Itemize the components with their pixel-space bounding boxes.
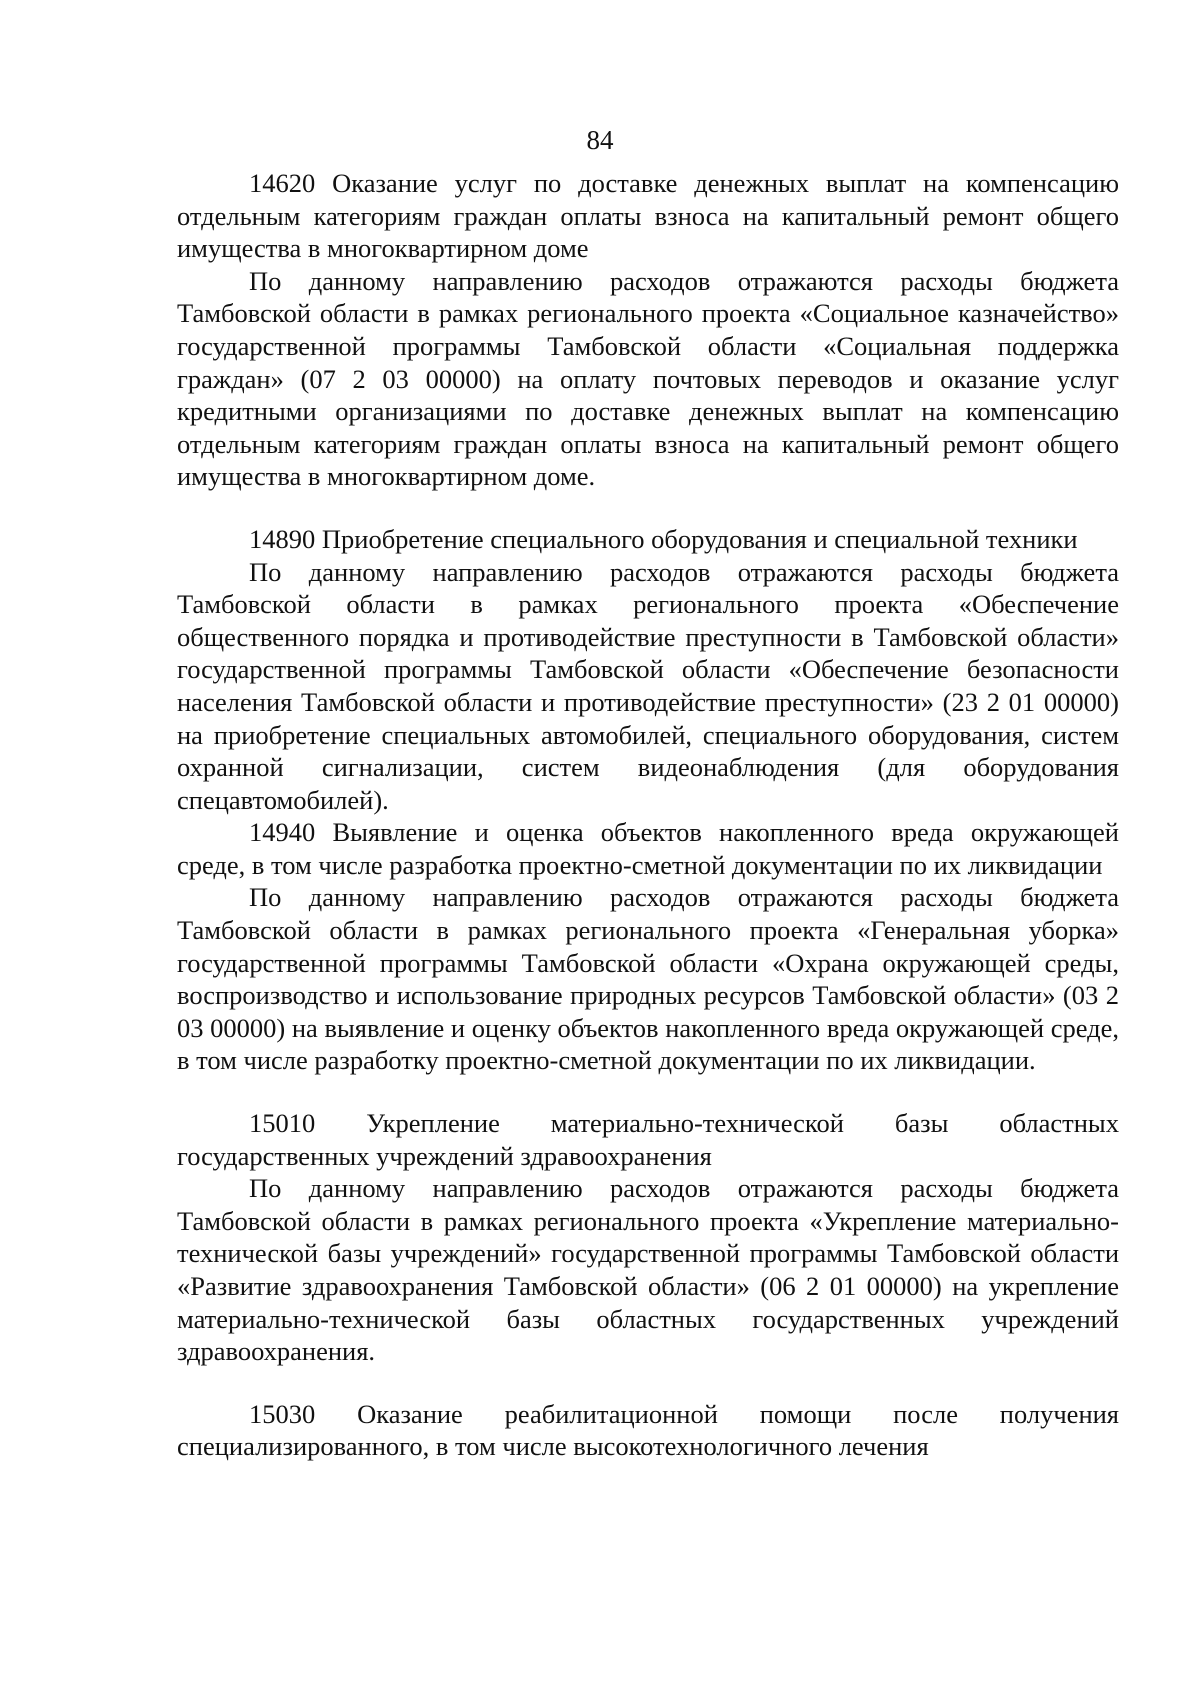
document-body <box>177 167 1119 1463</box>
section-gap <box>177 493 1119 523</box>
section-15010-title: 15010 Укрепление материально-технической базы областных государственных учреждений здравоохранения <box>177 1108 1119 1171</box>
section-14890-title: 14890 Приобретение специального оборудования и специальной техники <box>249 523 1078 554</box>
section-14940-body: По данному направлению расходов отражаются расходы бюджета Тамбовской области в рамках регионального проекта «Генеральная уборка» государственной программы Тамбовской области «Охрана окружающей среды, воспроизводство и использование природных ресурсов Тамбовской области» (03 2 03 00000) на выявление и оценку объектов накопленного вреда окружающей среде, в том числе разработку проектно-сметной документации по их ликвидации. <box>177 882 1119 1076</box>
section-14620-body: По данному направлению расходов отражаются расходы бюджета Тамбовской области в рамках регионального проекта «Социальное казначейство» государственной программы Тамбовской области «Социальная поддержка граждан» (07 2 03 00000) на оплату почтовых переводов и оказание услуг кредитными организациями по доставке денежных выплат на компенсацию отдельным категориям граждан оплаты взноса на капитальный ремонт общего имущества в многоквартирном доме. <box>177 265 1119 492</box>
section-gap <box>177 1077 1119 1107</box>
section-15030-title: 15030 Оказание реабилитационной помощи после получения специализированного, в том числе высокотехнологичного лечения <box>177 1398 1119 1462</box>
section-14890-body: По данному направлению расходов отражаются расходы бюджета Тамбовской области в рамках регионального проекта «Обеспечение общественного порядка и противодействие преступности в Тамбовской области» государственной программы Тамбовской области «Обеспечение безопасности населения Тамбовской области и противодействие преступности» (23 2 01 00000) на приобретение специальных автомобилей, специального оборудования, систем охранной сигнализации, систем видеонаблюдения (для оборудования спецавтомобилей). <box>177 556 1119 815</box>
section-gap <box>177 1368 1119 1398</box>
section-14940-title: 14940 Выявление и оценка объектов накопленного вреда окружающей среде, в том числе разработка проектно-сметной документации по их ликвидации <box>177 817 1119 880</box>
page-number: 84 <box>586 125 614 155</box>
section-14620-title: 14620 Оказание услуг по доставке денежных выплат на компенсацию отдельным категориям граждан оплаты взноса на капитальный ремонт общего имущества в многоквартирном доме <box>177 168 1119 264</box>
section-15010-body: По данному направлению расходов отражаются расходы бюджета Тамбовской области в рамках регионального проекта «Укрепление материально-технической базы учреждений» государственной программы Тамбовской области «Развитие здравоохранения Тамбовской области» (06 2 01 00000) на укрепление материально-технической базы областных государственных учреждений здравоохранения. <box>177 1173 1119 1367</box>
